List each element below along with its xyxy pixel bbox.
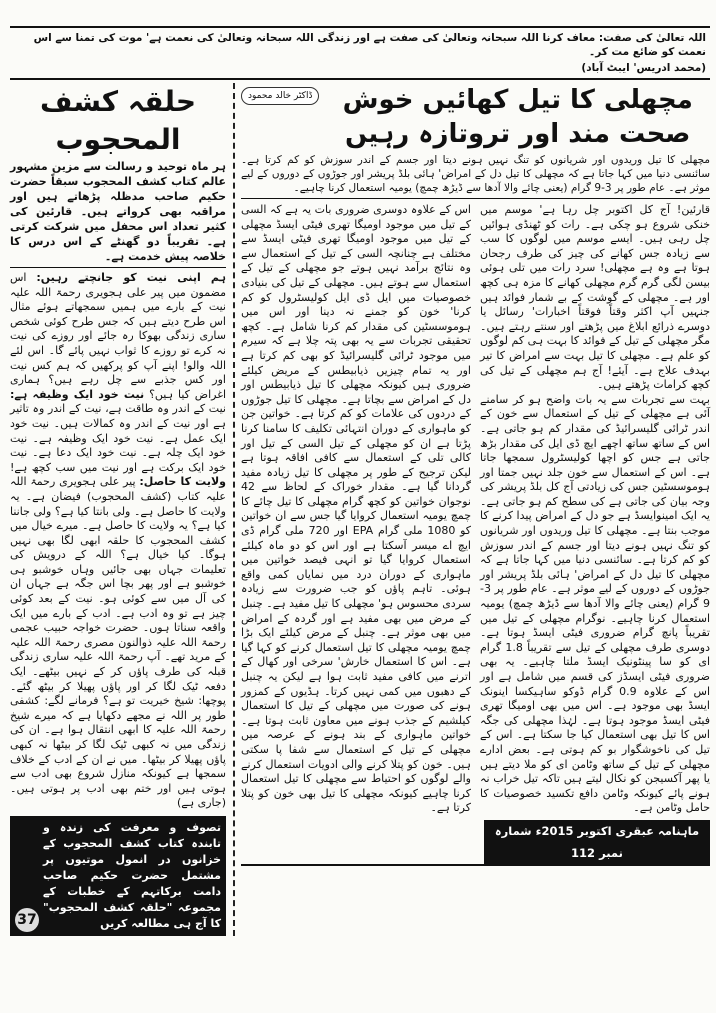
book-promo-box: [10, 816, 226, 936]
article-author: ڈاکٹر خالد محمود: [241, 87, 319, 105]
section-heading: نیت خود ایک وظیفہ ہے:: [10, 387, 145, 401]
header-quote-author: (محمد ادریس' ایبٹ آباد): [581, 62, 706, 74]
section-heading: ہم اپنی نیت کو جانچتے رہیں:: [36, 271, 227, 284]
column-divider: [233, 83, 235, 936]
article-summary: مچھلی کا تیل وریدوں اور شریانوں کو تنگ نہیں ہونے دیتا اور جسم کے اندر سوزش کو کم کرتا ہے۔ سائنسی دنیا میں کہا جاتا ہے کہ مچھلی کا تیل دل کے امراض' ہائی بلڈ پریشر اور جوڑوں کے دوروں کے لیے موثر ہے۔ عام طور پر 3-9 گرام (یعنی چائے والا آدھا سے ڈیڑھ چمچ) یومیہ استعمال کرنا چاہیے۔: [241, 153, 710, 199]
footer-row: [241, 820, 710, 866]
section-heading: ولایت کا حاصل:: [139, 475, 226, 489]
sidebar-body: [10, 271, 226, 811]
header-quote: اللہ تعالیٰ کی صفت: معاف کرنا اللہ سبحانہ وتعالیٰ کی صفت ہے اور زندگی اللہ سبحانہ وتعالیٰ کی نعمت ہے' موت کی تمنا سے اس نعمت کو ضائع مت کر۔: [33, 32, 706, 58]
section-text: نیت کے اندر وہ طاقت ہے، نیت کے اندر وہ تاثیر ہے اور نیت کے اندر وہ کمالات ہیں۔ نیت خود ایک عمل ہے۔ نیت خود ایک وظیفہ ہے۔ نیت خود ایک چلہ ہے۔ نیت خود ایک دعا ہے۔ نیت خود ایک برکت ہے اور نیت میں سب کچھ ہے!: [10, 402, 226, 474]
page-body: [10, 83, 710, 936]
issue-footer: ماہنامہ عبقری اکتوبر 2015ء شمارہ نمبر 112: [484, 820, 710, 864]
sidebar: [10, 83, 226, 936]
sidebar-intro: ہر ماہ توحید و رسالت سے مزین مشہور عالم کتاب کشف المحجوب سبقاً حضرت حکیم صاحب مدظلہ پڑھاتے ہیں اور مراقبہ بھی کرواتے ہیں۔ قارئین کی کثیر تعداد اس محفل میں شرکت کرتی ہے۔ تقریباً دو گھنٹے کے اس درس کا خلاصہ پیش خدمت ہے۔: [10, 159, 226, 268]
article: [241, 83, 710, 936]
paragraph: بہت سے تجربات سے یہ بات واضح ہو کر سامنے آئی ہے مچھلی کے تیل کے استعمال سے خون کے اندر ٹرائی گلیسرائیڈ کی مقدار کم ہو جاتی ہے۔ اس کے ساتھ ساتھ اچھے ایچ ڈی ایل کی مقدار بڑھ جاتی ہے جس کو اچھا کولیسٹرول سمجھا جاتا ہے۔ اس کے استعمال سے خون جلد نہیں جمتا اور ہوموسسٹین جس کی زیادتی آج کل بلڈ پریشر کی وجہ بیان کی جاتی ہے کی سطح کم ہو جاتی ہے۔ یہ ایک امینوایسڈ ہے جو دل کے امراض پیدا کرنے کا موجب بنتا ہے۔ مچھلی کا تیل وریدوں اور شریانوں کو تنگ نہیں ہونے دیتا اور جسم کے اندر سوزش کو کم کرتا ہے۔ سائنسی دنیا میں کہا جاتا ہے کہ مچھلی کا تیل دل کے امراض' ہائی بلڈ پریشر اور جوڑوں کے دوروں کے لیے موثر ہے۔ عام طور پر 3-9 گرام (یعنی چائے والا آدھا سے ڈیڑھ چمچ) یومیہ استعمال کرنا چاہیے۔ نوگرام مچھلی کے تیل میں تقریباً پانچ گرام ضروری فیٹی ایسڈ ہوتا ہے۔ دوسری طرف مچھلی کے تیل سے تقریباً 1.8 گرام ای کو سا پینٹونیک ایسڈ ملتا چاہیے۔ یہ بھی ضروری فیٹی ایسڈز کی قسم میں شامل ہے اور اس کے علاوہ 0.9 گرام ڈوکو ساہیکسا اینونک ایسڈ بھی موجود ہے۔ اس میں بھی اومیگا تھری فیٹی ایسڈ موجود ہوتا ہے۔ لہٰذا مچھلی کی جگہ اس کا تیل بھی استعمال کیا جا سکتا ہے۔ اس کے تیل کی ناخوشگوار بو کم ہوتی ہے۔ بعض ادارے مچھلی کے تیل کے ساتھ وٹامن ای کو ملا دیتے ہیں یا پھر آکسیجن کو نکال لیتے ہیں تاکہ تیل خراب نہ ہونے پائے کیونکہ وٹامن دافع تکسید خصوصیات کا حامل وٹامن ہے۔: [480, 392, 711, 815]
section-text: پیر علی ہجویری رحمۃ اللہ علیہ کتاب (کشف المحجوب) فیضان ہے۔ یہ ولایت کا حاصل ہے۔ ولی بانتا کیا ہے؟ ولی جاننا کیا ہے؟ یہ ولایت کا حاصل ہے۔ میرے خیال میں کشف المحجوب کا حلقہ ابھی لگا بھی نہیں ہوگا۔ کیا خیال ہے؟ اللہ کے درویش کی تعلیمات جہاں بھی جائیں وہاں خوشبو ہی خوشبو ہے اور پھر بچا اس جگہ ہے جہاں ان کی آل میں سے کوئی ہو۔ نیت کے بعد کوئی چیز ہے تو وہ ادب ہے۔ ادب کے بارے میں ایک واقعہ سناتا ہوں۔ حضرت خواجہ حبیب عجمی رحمۃ اللہ علیہ ذوالنون مصری رحمۃ اللہ علیہ کے مرید تھے۔ آپ رحمۃ اللہ علیہ ساری زندگی قبلہ کی طرف پاؤں کر کے نہیں بیٹھے۔ ایک دفعہ ٹیک لگا کر اور پاؤں پھیلا کر بیٹھ گئے۔ پوچھا: شیخ خیریت تو ہے؟ فرمانے لگے: کشفی طور پر اللہ نے مجھے دکھایا ہے کہ میرے شیخ رحمۃ اللہ علیہ کا ابھی انتقال ہوا ہے۔ ان کی زندگی میں نہ کبھی ٹیک لگا کر بیٹھا نہ کبھی پاؤں پھیلا کر بیٹھا۔ میں نے ان کے ادب کے خلاف سمجھا ہے کیونکہ منازل شروع بھی ادب سے ہوتی ہیں اور ختم بھی ادب پر ہوتی ہیں۔ (جاری ہے): [10, 475, 226, 810]
article-title: مچھلی کا تیل کھائیں خوش صحت مند اور تروتازہ رہیں: [342, 85, 693, 149]
article-title-row: [241, 83, 710, 151]
book-promo-text: تصوف و معرفت کی زندہ و تابندہ کتاب کشف المحجوب کے خزانوں در انمول موتیوں پر مشتمل حضرت حکیم صاحب دامت برکاتہم کے خطبات کے مجموعہ "حلقہ کشف المحجوب" کا آج ہی مطالعہ کریں: [43, 820, 221, 930]
header-rule: [10, 78, 710, 80]
page-number: 37: [15, 908, 39, 932]
section-text: اس مضمون میں پیر علی ہجویری رحمۃ اللہ علیہ نیت کے بارے میں ہمیں سمجھاتے ہوئے مثال اس طرح دیتے ہیں کہ جس طرح کوئی شخص ساری زندگی بھوکا رہ جائے اور روزے کی نیت نہ کرے تو روزے کا ثواب نہیں پائے گا۔ اس لئے اللہ والو! اپنے آپ کو پرکھیں کہ ہم کس نیت اور کس جذبے سے چل رہے ہیں؟ ہماری اغراض کیا ہیں؟: [10, 271, 227, 401]
header-quote-strip: [10, 28, 710, 78]
sidebar-title: حلقہ کشف المحجوب: [39, 85, 197, 156]
paragraph: قارئین! آج کل اکتوبر چل رہا ہے' موسم میں خنکی شروع ہو چکی ہے۔ رات کو ٹھنڈی ہوائیں چل رہی ہیں۔ ایسے موسم میں لوگوں کا سب سے زیادہ جس کھانے کی چیز کی طرف رجحان ہوتا ہے وہ ہے مچھلی! سرد رات میں تلی ہوئی بیسن لگی گرم گرم مچھلی کھانے کا مزہ ہی کچھ اور ہے۔ مچھلی کے گوشت کے بے شمار فوائد ہیں جنہیں آپ اکثر وقتاً فوقتاً اخبارات' رسائل یا دوسرے ذرائع ابلاغ میں پڑھتے اور سنتے رہتے ہیں۔ مگر مچھلی کے تیل کے فوائد کا بہت ہی کم لوگوں کو علم ہے۔ مچھلی کا تیل بہت سے امراض کا تیر بہدف علاج ہے۔ آیئے! آج ہم مچھلی کے تیل کی کچھ کرامات پڑھتے ہیں۔: [480, 203, 710, 392]
sidebar-section: [10, 271, 226, 811]
article-columns: [241, 203, 710, 816]
paragraph: اس کے علاوہ دوسری ضروری بات یہ ہے کہ السی کے تیل میں موجود اومیگا تھری فیٹی ایسڈ مچھلی کے تیل میں موجود اومیگا تھری فیٹی ایسڈ سے مختلف ہے چنانچہ السی کے تیل کے استعمال سے وہ نتائج برآمد نہیں ہوتے جو مچھلی کے تیل کے استعمال سے ہوتے ہیں۔ مچھلی کے تیل کی بنیادی خصوصیات میں ایل ڈی ایل کولیسٹرول کو کم کرنا' خون کو جمنے نہ دینا اور اس میں ہوموسسٹین کی مقدار کم کرنا شامل ہے۔ کچھ تحقیقی تجربات سے یہ بھی پتہ چلا ہے کہ سیرم میں موجود ٹرائی گلیسرائیڈ کو بھی کم کرتا ہے اور یہ تمام چیزیں ذیابیطس کے مریض کیلئے ضروری ہیں کیونکہ مچھلی کا تیل ذیابیطس اور دل کے امراض سے بچاتا ہے۔ مچھلی کا تیل جوڑوں کے دردوں کی علامات کو کم کرتا ہے۔ خواتین جن کو ماہواری کے دوران انتہائی تکلیف کا سامنا کرنا پڑتا ہے ان کو مچھلی کے تیل السی کے تیل اور کالی تلی کے استعمال سے کافی افاقہ ہوتا ہے لیکن ترجیح کے طور پر مچھلی کا تیل زیادہ مفید گردانا گیا ہے۔ مقدار خوراک کے لحاظ سے 42 نوجوان خواتین کو کچھ گرام مچھلی کا تیل چائے کا چمچ یومیہ استعمال کروایا گیا جس سے ان خواتین کو 1080 ملی گرام EPA اور 720 ملی گرام ڈی ایچ اے میسر آسکتا ہے اور اس کو دو ماہ کیلئے استعمال کروایا گیا تو انہی فیصد خواتین میں ماہواری کے دوران درد میں نمایاں کمی واقع ہوئی۔ تاہم پاؤں کو جب ضرورت سے زیادہ سردی محسوس ہو' مچھلی کا تیل مفید ہے۔ چنبل کے مرض میں بھی مفید ہے اور گردہ کے امراض میں بھی موثر ہے۔ چنبل کے مرض کیلئے ایک بڑا چمچ یومیہ مچھلی کا تیل استعمال کرنے کو کہا گیا ہے۔ اس کا استعمال خارش' سرخی اور کھال کے اترنے میں کافی مفید ثابت ہوا ہے لیکن یہ چنبل کے دھبوں میں کمی نہیں کرتا۔ ہڈیوں کے کمزور ہونے کی صورت میں مچھلی کے تیل کا استعمال کیلشیم کے جذب ہونے میں معاون ثابت ہوتا ہے۔ خواتین ماہواری کے بند ہونے کے عرصہ میں مچھلی کے تیل کے استعمال سے شفا پا سکتی ہیں۔ خون کو پتلا کرنے والی ادویات استعمال کرنے والے لوگوں کو احتیاط سے مچھلی کا تیل استعمال کرنا چاہیے کیونکہ مچھلی کا تیل بھی خون کو پتلا کرتا ہے۔: [241, 203, 471, 815]
